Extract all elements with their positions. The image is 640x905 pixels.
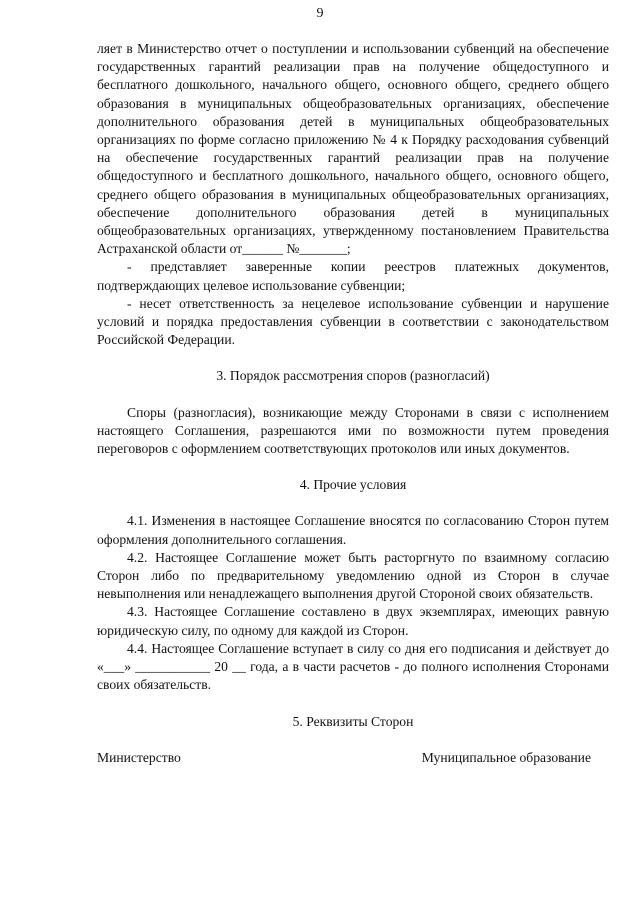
- clause-4-2: 4.2. Настоящее Соглашение может быть расторгнуто по взаимному согласию Сторон либо по предварительному уведомлению одной из Сторон в случае невыполнения или ненадлежащего выполнения другой Стороной своих обязательств.: [97, 549, 609, 602]
- page-number: 9: [316, 6, 324, 21]
- party-requisites-row: [97, 749, 609, 769]
- party-municipality-label: Муниципальное образование: [421, 749, 591, 765]
- section-5-heading: 5. Реквизиты Сторон: [292, 713, 414, 729]
- document-body: [97, 40, 609, 769]
- party-ministry-label: Министерство: [97, 749, 181, 765]
- paragraph-responsibility: - несет ответственность за нецелевое использование субвенции и нарушение условий и порядка предоставления субвенции в соответствии с законодательством Российской Федерации.: [97, 295, 609, 348]
- paragraph-disputes: Споры (разногласия), возникающие между Сторонами в связи с исполнением настоящего Соглашения, разрешаются ими по возможности путем проведения переговоров с оформлением соответствующих протоколов или иных документов.: [97, 404, 609, 457]
- paragraph-report-obligation: ляет в Министерство отчет о поступлении и использовании субвенций на обеспечение государственных гарантий реализации прав на получение общедоступного и бесплатного дошкольного, начального общего, основного общего, среднего общего образования в муниципальных общеобразовательных организациях, обеспечение дополнительного образования детей в муниципальных общеобразовательных организациях по форме согласно приложению № 4 к Порядку расходования субвенций на обеспечение государственных гарантий реализации прав на получение общедоступного и бесплатного дошкольного, начального общего, основного общего, среднего общего образования в муниципальных общеобразовательных организациях, обеспечение дополнительного образования детей в муниципальных общеобразовательных организациях, утвержденному постановлением Правительства Астраханской области от______ №_______;: [97, 41, 609, 257]
- paragraph-payment-registers: - представляет заверенные копии реестров платежных документов, подтверждающих целевое использование субвенции;: [97, 259, 609, 293]
- clause-4-3: 4.3. Настоящее Соглашение составлено в двух экземплярах, имеющих равную юридическую силу, по одному для каждой из Сторон.: [97, 604, 609, 638]
- clause-4-1: 4.1. Изменения в настоящее Соглашение вносятся по согласованию Сторон путем оформления дополнительного соглашения.: [97, 513, 609, 547]
- section-3-heading: 3. Порядок рассмотрения споров (разногласий): [216, 368, 490, 384]
- section-4-heading: 4. Прочие условия: [299, 477, 407, 493]
- clause-4-4: 4.4. Настоящее Соглашение вступает в силу со дня его подписания и действует до «___» ___________ 20 __ года, а в части расчетов - до полного исполнения Сторонами своих обязательств.: [97, 640, 609, 693]
